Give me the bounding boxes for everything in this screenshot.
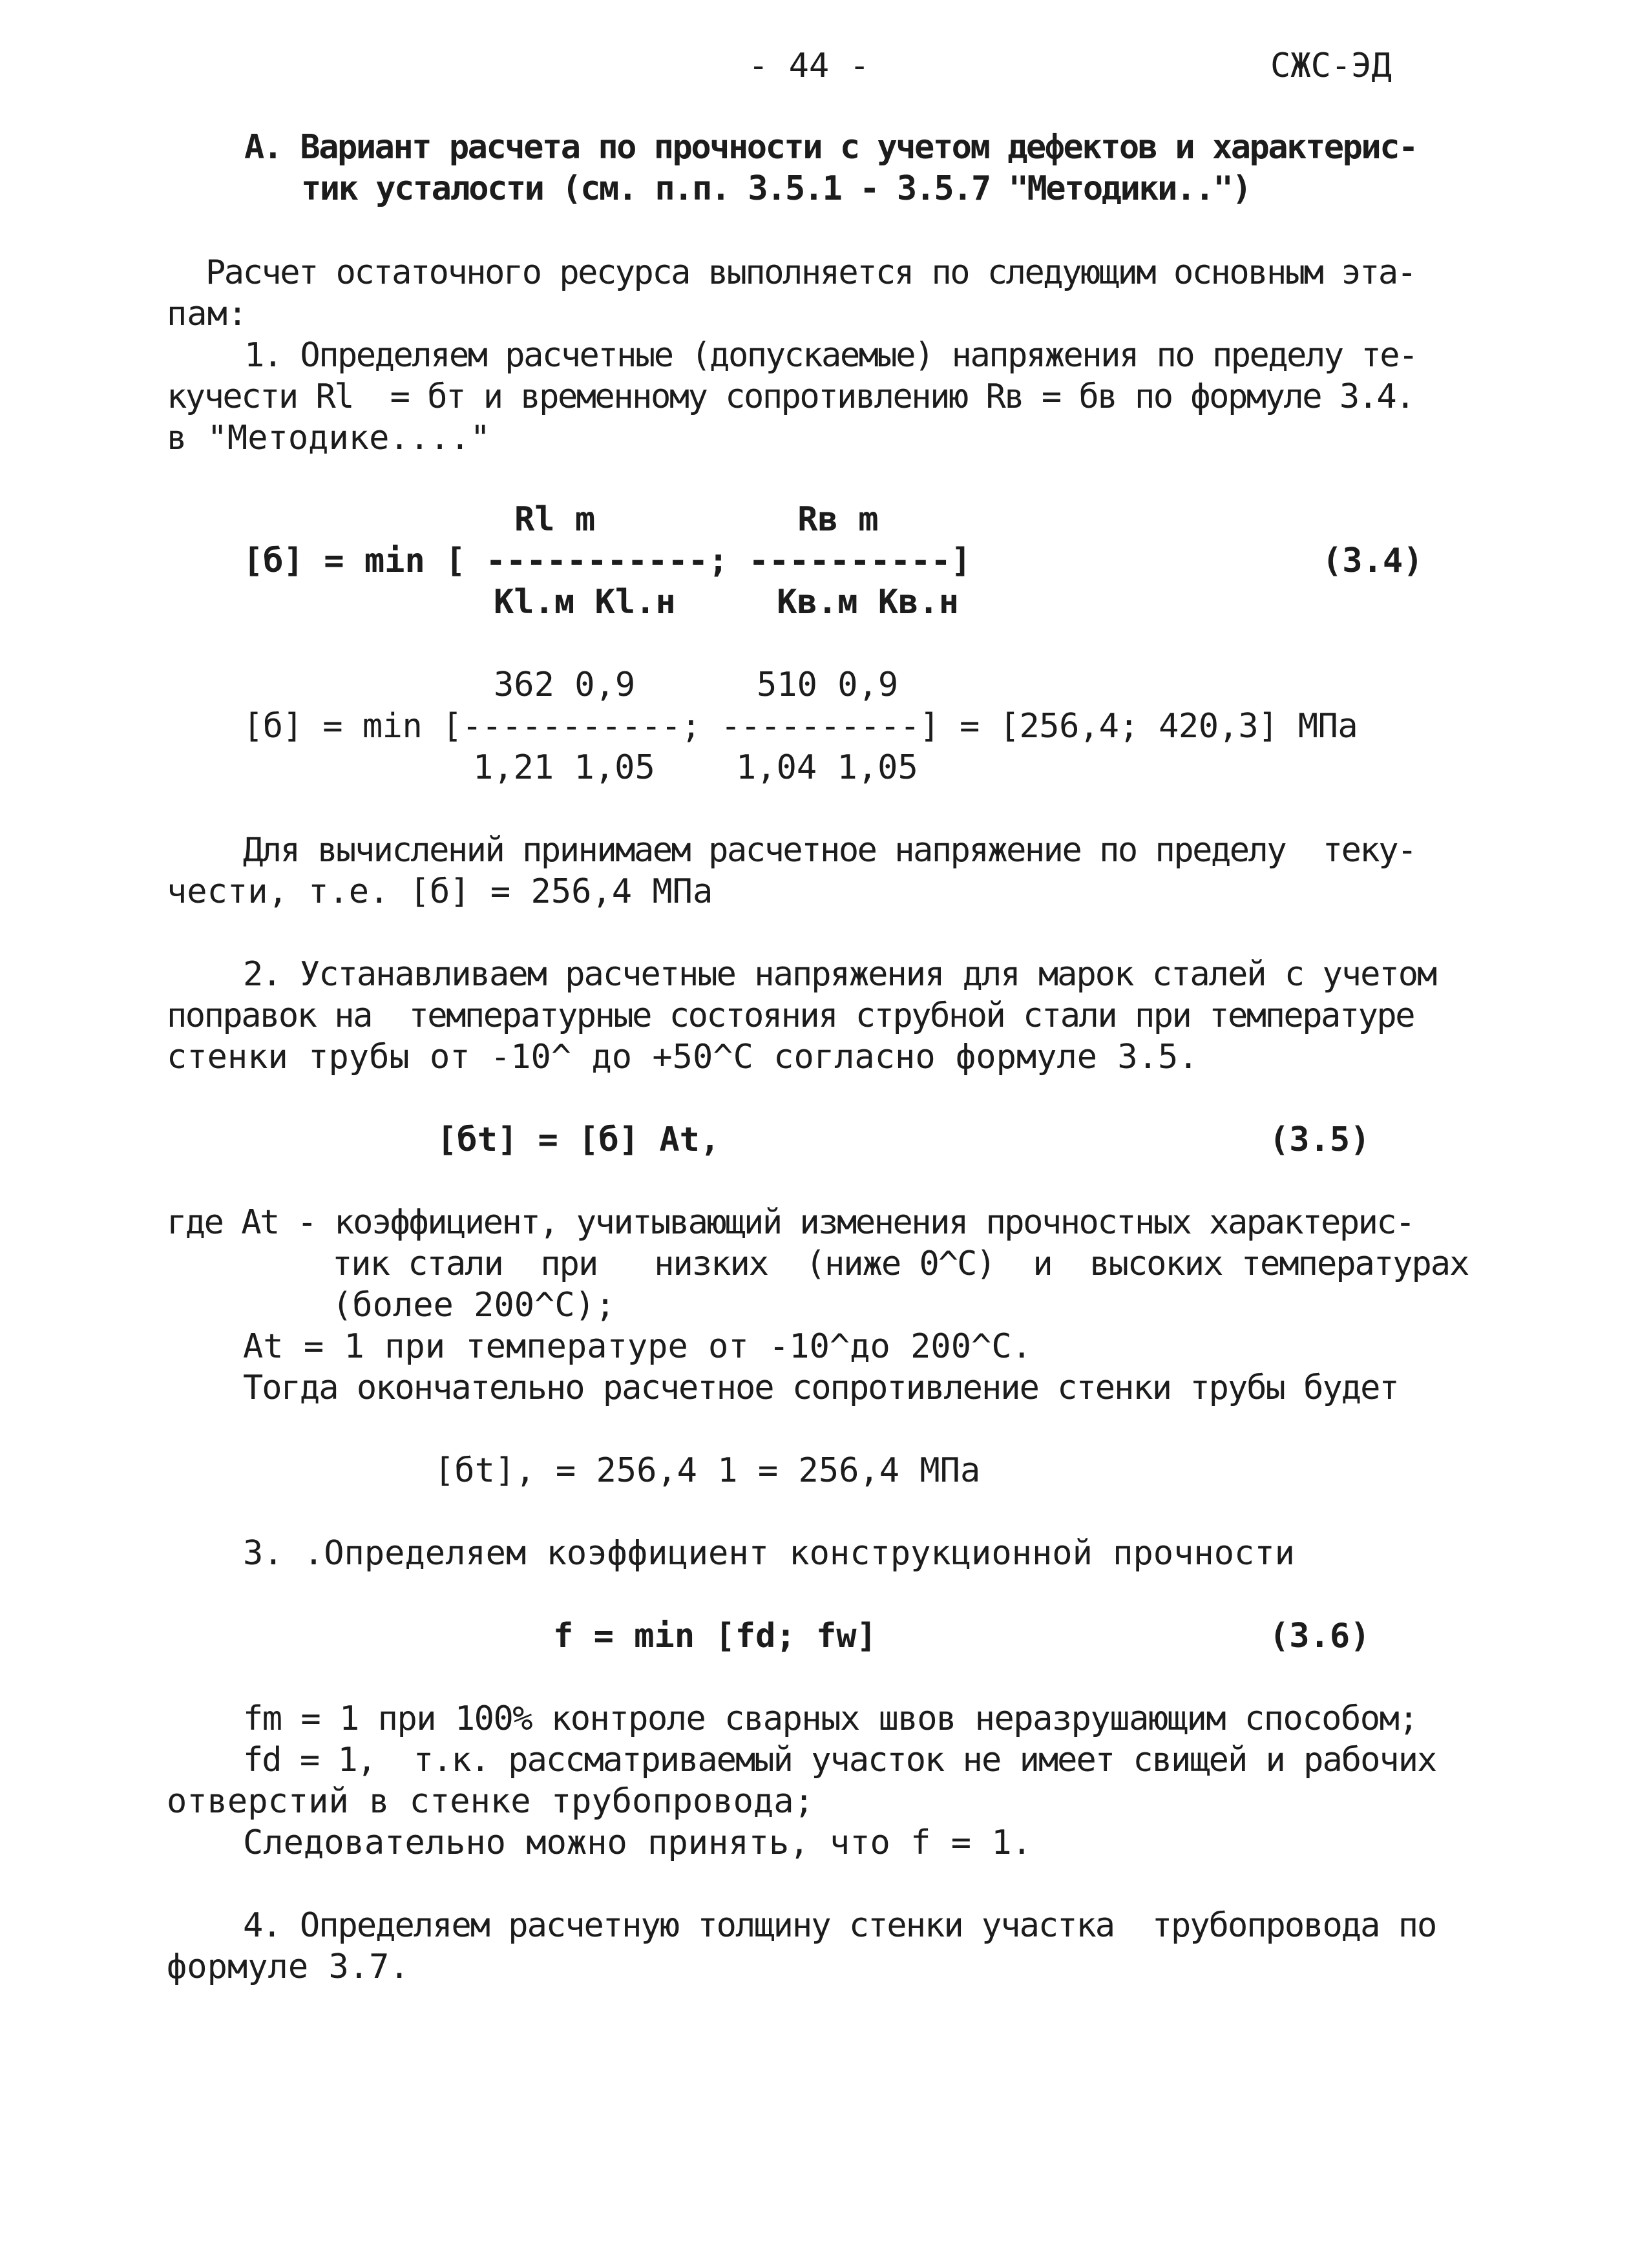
intro-line-1: Расчет остаточного ресурса выполняется по следующим основным эта- — [205, 253, 1416, 292]
formula-3-6-expression: f = min [fd; fw] — [553, 1617, 877, 1655]
step4-line-2: формуле 3.7. — [167, 1948, 410, 1986]
step2-line-2: поправок на температурные состояния струбной стали при температуре — [167, 996, 1414, 1035]
formula-3-4-main: [б] = min [ -----------; ----------] — [243, 541, 972, 580]
formula-3-4-values-denominators: 1,21 1,05 1,04 1,05 — [473, 748, 918, 787]
f-notes-line-2: fd = 1, т.к. рассматриваемый участок не имеет свищей и рабочих — [243, 1741, 1436, 1780]
intro-line-2: пам: — [167, 295, 248, 333]
formula-3-4-numerators: Rl m Rв m — [514, 500, 879, 539]
formula-3-6-number: (3.6) — [1269, 1617, 1371, 1655]
where-at-line-2: тик стали при низких (ниже 0^С) и высоких температурах — [332, 1244, 1469, 1283]
step2-line-1: 2. Устанавливаем расчетные напряжения для марок сталей с учетом — [243, 955, 1436, 994]
f-notes-line-3: отверстий в стенке трубопровода; — [167, 1782, 814, 1821]
document-code: СЖС-ЭД — [1270, 47, 1392, 85]
formula-3-4-denominators: Kl.м Kl.н Kв.м Kв.н — [494, 583, 960, 622]
step1-line-2: кучести Rl = бт и временному сопротивлению Rв = бв по формуле 3.4. — [167, 377, 1414, 416]
formula-3-4-number: (3.4) — [1322, 541, 1423, 580]
step3-line-1: 3. .Определяем коэффициент конструкционной прочности — [243, 1534, 1295, 1573]
step1-line-3: в "Методике...." — [167, 419, 490, 457]
result-bt-expression: [бt], = 256,4 1 = 256,4 МПа — [434, 1451, 981, 1490]
step4-line-1: 4. Определяем расчетную толщину стенки участка трубопровода по — [243, 1906, 1436, 1945]
f-notes-line-4: Следовательно можно принять, что f = 1. — [243, 1823, 1032, 1862]
conclusion1-line-2: чести, т.е. [б] = 256,4 МПа — [167, 872, 713, 911]
step2-line-3: стенки трубы от -10^ до +50^С согласно формуле 3.5. — [167, 1038, 1199, 1076]
f-notes-line-1: fm = 1 при 100% контроле сварных швов неразрушающим способом; — [243, 1699, 1418, 1738]
section-a-heading-line-1: А. Вариант расчета по прочности с учетом дефектов и характерис- — [244, 128, 1417, 167]
page-number: - 44 - — [748, 47, 870, 85]
where-at-line-1: где At - коэффициент, учитывающий изменения прочностных характерис- — [167, 1203, 1414, 1242]
formula-3-4-values-main: [б] = min [-----------; ----------] = [256,4; 420,3] МПа — [243, 707, 1358, 746]
formula-3-4-values-numerators: 362 0,9 510 0,9 — [494, 666, 899, 704]
where-at-line-4: At = 1 при температуре от -10^до 200^С. — [243, 1327, 1032, 1366]
conclusion1-line-1: Для вычислений принимаем расчетное напряжение по пределу теку- — [243, 831, 1416, 870]
where-at-line-3: (более 200^С); — [332, 1286, 616, 1325]
step1-line-1: 1. Определяем расчетные (допускаемые) напряжения по пределу те- — [244, 336, 1417, 375]
formula-3-5-number: (3.5) — [1269, 1120, 1371, 1159]
section-a-heading-line-2: тик усталости (см. п.п. 3.5.1 - 3.5.7 "Методики..") — [301, 169, 1251, 208]
where-at-line-5: Тогда окончательно расчетное сопротивление стенки трубы будет — [243, 1369, 1398, 1407]
formula-3-5-expression: [бt] = [б] At, — [437, 1120, 720, 1159]
